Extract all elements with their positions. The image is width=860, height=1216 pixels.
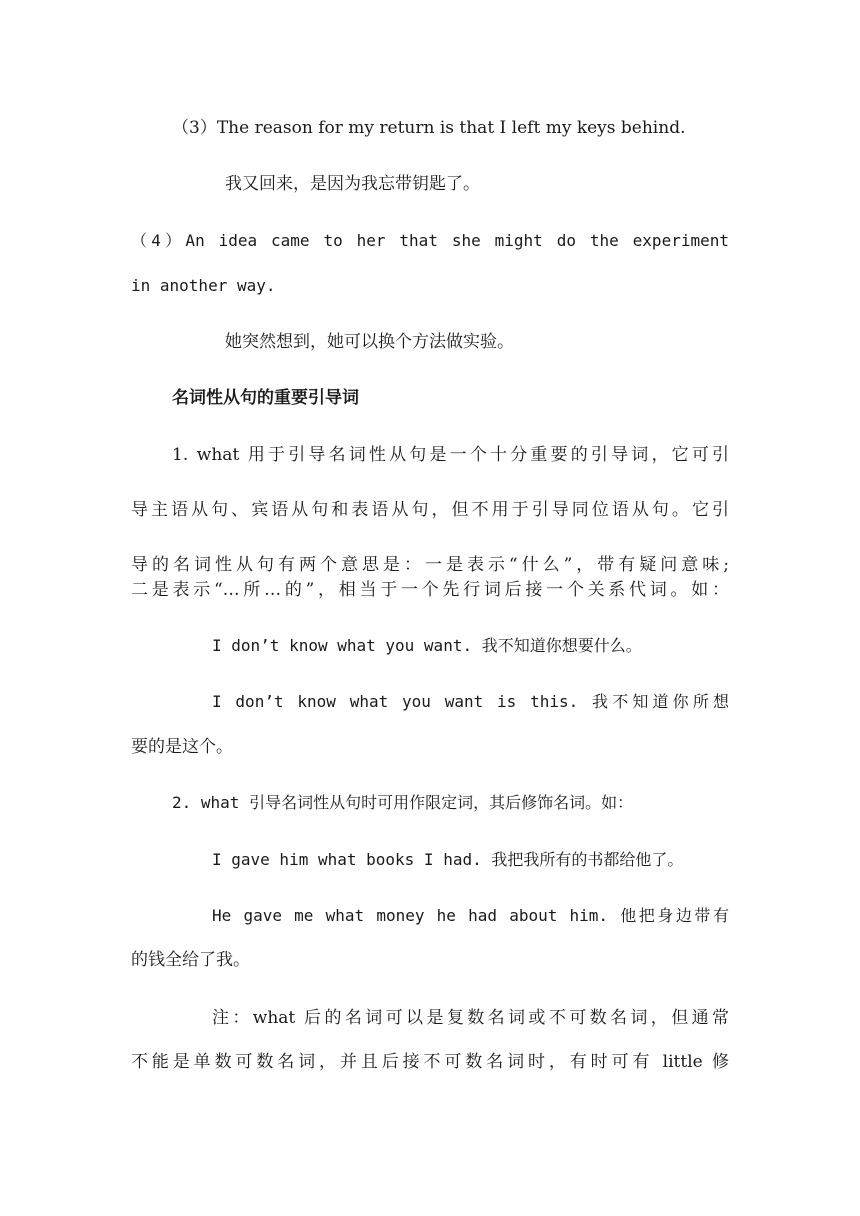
example-sentence-4-cont: in another way. [131,276,276,295]
example-money: He gave me what money he had about him. 他把身边带有 [212,906,729,925]
example-sentence-4: （4）An idea came to her that she might do the experiment [131,231,729,250]
example-books: I gave him what books I had. 我把我所有的书都给他了。 [212,850,684,869]
paragraph-1-line-3: 导的名词性从句有两个意思是：一是表示“什么”，带有疑问意味; [131,555,729,575]
paragraph-1-line-4: 二是表示“…所…的”，相当于一个先行词后接一个关系代词。如： [131,580,729,600]
example-sentence-3: （3）The reason for my return is that I left my keys behind. [172,118,686,138]
note-line-1: 注：what 后的名词可以是复数名词或不可数名词，但通常 [212,1008,729,1028]
paragraph-2-line-1: 2. what 引导名词性从句时可用作限定词，其后修饰名词。如： [172,793,634,812]
note-line-2: 不能是单数可数名词，并且后接不可数名词时，有时可有 little 修 [131,1052,729,1072]
paragraph-1-line-1: 1. what 用于引导名词性从句是一个十分重要的引导词，它可引 [172,445,729,465]
example-what-2: I don’t know what you want is this. 我不知道你所想 [212,692,729,711]
paragraph-1-line-2: 导主语从句、宾语从句和表语从句，但不用于引导同位语从句。它引 [131,500,729,520]
example-what-2-cont: 要的是这个。 [131,737,233,757]
example-money-cont: 的钱全给了我。 [131,950,250,970]
example-what-1: I don’t know what you want. 我不知道你想要什么。 [212,636,642,655]
section-heading: 名词性从句的重要引导词 [172,388,359,408]
example-translation-3: 我又回来，是因为我忘带钥匙了。 [225,174,480,194]
example-translation-4: 她突然想到，她可以换个方法做实验。 [225,332,514,352]
